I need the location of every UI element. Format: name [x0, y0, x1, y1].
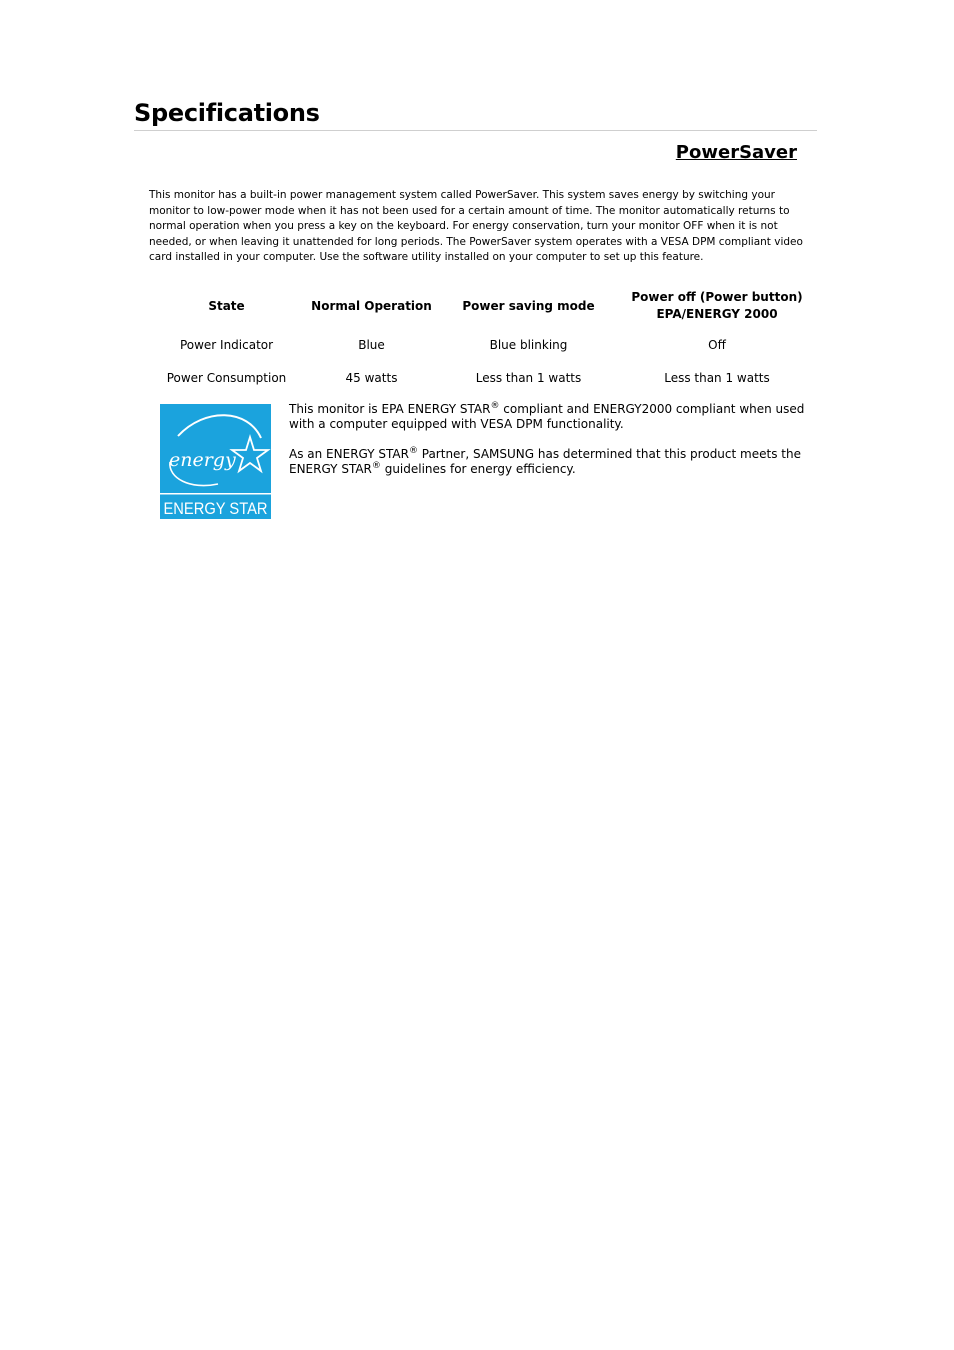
table-row	[160, 361, 827, 394]
p1-text-b: compliant and ENERGY2000 compliant when used with a computer equipped with VESA DPM functionality.	[289, 402, 805, 431]
table-cell: 45 watts	[345, 370, 398, 385]
header-power-off-line1: Power off (Power button)	[631, 290, 803, 304]
header-power-off	[607, 284, 827, 328]
p2-text-c: guidelines for energy efficiency.	[380, 462, 576, 476]
energy-star-compliance-paragraph	[289, 402, 809, 432]
table-cell: Off	[708, 337, 726, 352]
table-cell: Power Consumption	[166, 370, 287, 385]
section-title: PowerSaver	[675, 142, 797, 163]
table-row	[160, 328, 827, 361]
registered-mark: ®	[490, 401, 500, 411]
intro-paragraph: This monitor has a built-in power management system called PowerSaver. This system saves energy by switching your monitor to low-power mode when it has not been used for a certain amount of time. The monitor automatically returns to normal operation when you press a key on the keyboard. For energy conservation, turn your monitor OFF when it is not needed, or when leaving it unattended for long periods. The PowerSaver system operates with a VESA DPM compliant video card installed in your computer. Use the software utility installed on your computer to set up this feature.	[149, 189, 803, 263]
table-cell: Power Indicator	[179, 337, 274, 352]
logo-divider	[160, 493, 271, 495]
title-divider	[134, 130, 817, 131]
logo-script-text: energy	[169, 449, 236, 471]
p1-text-a: This monitor is EPA ENERGY STAR	[289, 402, 491, 416]
table-header-row	[160, 284, 827, 328]
page-title: Specifications	[134, 99, 320, 127]
p2-text-b: Partner, SAMSUNG has determined that this product meets the ENERGY STAR	[289, 447, 801, 476]
energy-star-description	[289, 402, 809, 492]
table-cell: Less than 1 watts	[664, 370, 770, 385]
header-normal-operation: Normal Operation	[311, 298, 432, 313]
registered-mark: ®	[408, 446, 418, 456]
power-state-table	[160, 284, 827, 394]
header-state: State	[208, 298, 245, 313]
p2-text-a: As an ENERGY STAR	[289, 447, 409, 461]
table-cell: Blue	[358, 337, 385, 352]
header-power-saving: Power saving mode	[462, 298, 595, 313]
table-cell: Less than 1 watts	[475, 370, 582, 385]
header-power-off-line2: EPA/ENERGY 2000	[656, 307, 778, 321]
energy-star-logo	[160, 404, 271, 519]
logo-label: ENERGY STAR	[163, 499, 268, 518]
table-cell: Blue blinking	[489, 337, 568, 352]
energy-star-partner-paragraph	[289, 447, 809, 477]
registered-mark: ®	[371, 461, 381, 471]
